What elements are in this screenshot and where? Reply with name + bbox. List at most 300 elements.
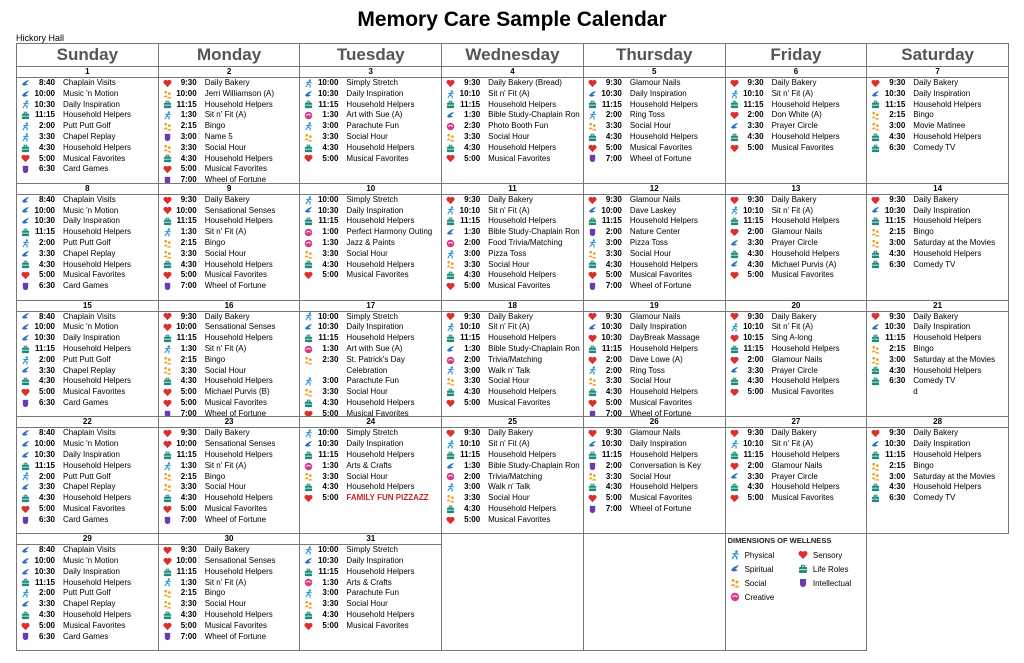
sensory-icon xyxy=(20,504,31,514)
sensory-icon xyxy=(445,312,456,322)
event-name: Glamour Nails xyxy=(629,311,681,321)
sensory-icon xyxy=(162,165,173,175)
day-number: 3 xyxy=(300,67,441,78)
event-item xyxy=(17,556,158,567)
day-number: 9 xyxy=(159,184,300,195)
spiritual-icon xyxy=(20,78,31,88)
life-roles-icon xyxy=(303,260,314,270)
event-item xyxy=(300,154,441,165)
event-item xyxy=(584,154,725,165)
event-name: Simply Stretch xyxy=(346,78,398,87)
event-name: Social Hour xyxy=(346,248,388,258)
event-name: Household Helpers xyxy=(488,142,557,152)
life-roles-icon xyxy=(303,100,314,110)
day-number: 29 xyxy=(17,534,158,545)
event-name: Daily Inspiration xyxy=(63,449,120,459)
event-time: 6:30 xyxy=(889,259,906,269)
event-time: 2:00 xyxy=(605,365,622,375)
physical-icon xyxy=(445,366,456,376)
event-item xyxy=(17,461,158,472)
event-time: 5:00 xyxy=(38,620,55,630)
event-item xyxy=(159,143,300,154)
sensory-icon xyxy=(729,355,740,365)
event-time: 6:30 xyxy=(889,493,906,503)
life-roles-icon xyxy=(870,249,881,259)
event-item xyxy=(300,376,441,387)
event-item xyxy=(300,545,441,556)
event-item xyxy=(584,100,725,111)
event-time: 9:30 xyxy=(747,194,764,204)
day-number: 21 xyxy=(867,301,1008,312)
physical-icon xyxy=(20,355,31,365)
event-time: 5:00 xyxy=(605,493,622,503)
event-time: 2:00 xyxy=(38,121,55,131)
event-item xyxy=(867,121,1008,132)
event-item xyxy=(300,398,441,409)
event-name: Photo Booth Fun xyxy=(488,121,549,131)
event-time: 3:30 xyxy=(38,365,55,375)
event-item xyxy=(17,110,158,121)
day-cell-30 xyxy=(159,534,301,651)
wellness-item-label: Physical xyxy=(744,550,775,560)
day-number: 12 xyxy=(584,184,725,195)
life-roles-icon xyxy=(303,143,314,153)
event-name: Glamour Nails xyxy=(771,227,823,237)
event-time: 1:30 xyxy=(322,237,339,247)
event-name: Wheel of Fortune xyxy=(629,281,692,291)
event-item xyxy=(442,333,583,344)
event-time: 10:10 xyxy=(743,88,764,98)
physical-icon xyxy=(20,589,31,599)
life-roles-icon xyxy=(445,504,456,514)
event-time: 10:10 xyxy=(743,322,764,332)
life-roles-icon xyxy=(870,143,881,153)
event-name: Household Helpers xyxy=(204,566,273,576)
event-name: Wheel of Fortune xyxy=(204,408,267,418)
event-name: Daily Inspiration xyxy=(346,205,404,215)
wellness-item-label: Social xyxy=(744,578,767,588)
event-name: Musical Favorites xyxy=(771,387,834,397)
event-name: Wheel of Fortune xyxy=(204,631,267,641)
social-icon xyxy=(162,249,173,259)
event-time: 11:15 xyxy=(34,343,55,353)
event-name: Social Hour xyxy=(346,599,388,609)
life-roles-icon xyxy=(162,450,173,460)
event-time: 2:00 xyxy=(38,471,55,481)
wellness-item-social xyxy=(728,578,796,588)
event-item xyxy=(726,249,867,260)
event-item xyxy=(726,78,867,89)
event-time: 10:00 xyxy=(34,322,55,332)
event-item xyxy=(159,409,300,418)
event-time: 4:30 xyxy=(605,259,622,269)
event-item xyxy=(726,206,867,217)
event-item xyxy=(159,121,300,132)
wellness-item-sensory xyxy=(796,550,864,560)
physical-icon xyxy=(729,89,740,99)
event-name: Musical Favorites xyxy=(771,270,834,280)
event-time: 11:15 xyxy=(318,566,339,576)
spiritual-icon xyxy=(20,429,31,439)
event-name: Simply Stretch xyxy=(346,428,398,438)
event-item xyxy=(159,366,300,377)
spiritual-icon xyxy=(587,89,598,99)
event-name: Sit n' Fit (A) xyxy=(204,577,247,587)
intellectual-icon xyxy=(798,578,809,588)
event-time: 4:30 xyxy=(38,609,55,619)
event-name: Glamour Nails xyxy=(629,428,681,438)
event-item xyxy=(442,312,583,323)
event-time: 10:10 xyxy=(743,439,764,449)
day-number: 4 xyxy=(442,67,583,78)
event-time: 3:30 xyxy=(605,121,622,131)
event-time: 10:00 xyxy=(317,428,339,438)
event-name: Daily Inspiration xyxy=(913,322,971,332)
event-time: 2:00 xyxy=(747,227,764,237)
sensory-icon xyxy=(20,388,31,398)
event-name: Household Helpers xyxy=(346,566,415,576)
event-time: 10:00 xyxy=(34,439,55,449)
event-name: Household Helpers xyxy=(771,216,840,226)
intellectual-icon xyxy=(587,228,598,238)
event-name: Daily Inspiration xyxy=(913,205,971,215)
event-item xyxy=(726,428,867,439)
event-name: Household Helpers xyxy=(488,333,557,343)
event-name: d xyxy=(913,387,918,397)
page-title: Memory Care Sample Calendar xyxy=(357,8,667,31)
day-cell-12 xyxy=(584,184,726,301)
day-cell-10 xyxy=(300,184,442,301)
event-time: 11:15 xyxy=(176,449,197,459)
sensory-icon xyxy=(20,621,31,631)
life-roles-icon xyxy=(445,143,456,153)
event-time: 5:00 xyxy=(322,620,339,630)
event-name: Chapel Replay xyxy=(63,365,116,375)
event-name: Daily Bakery xyxy=(771,78,817,87)
spiritual-icon xyxy=(445,344,456,354)
event-name: Household Helpers xyxy=(488,503,557,513)
event-item xyxy=(17,578,158,589)
physical-icon xyxy=(303,589,314,599)
social-icon xyxy=(870,355,881,365)
event-time: 9:30 xyxy=(180,428,197,438)
sensory-icon xyxy=(587,334,598,344)
spiritual-icon xyxy=(20,546,31,556)
event-name: Ring Toss xyxy=(629,110,665,120)
life-roles-icon xyxy=(445,100,456,110)
event-time: 3:30 xyxy=(464,376,481,386)
event-item xyxy=(17,493,158,504)
event-item xyxy=(867,227,1008,238)
event-item xyxy=(726,121,867,132)
event-item xyxy=(584,376,725,387)
event-item xyxy=(584,355,725,366)
event-time: 4:30 xyxy=(747,376,764,386)
social-icon xyxy=(870,111,881,121)
event-time: 9:30 xyxy=(605,311,622,321)
event-time: 10:30 xyxy=(34,216,55,226)
event-time: 10:30 xyxy=(884,88,906,98)
event-time: 11:15 xyxy=(601,343,622,353)
event-item xyxy=(159,132,300,143)
event-time: 10:00 xyxy=(176,88,197,98)
spiritual-icon xyxy=(870,323,881,333)
event-time: 9:30 xyxy=(605,194,622,204)
event-name: Social Hour xyxy=(204,248,247,258)
event-item xyxy=(867,376,1008,387)
event-name: Sit n' Fit (A) xyxy=(771,88,814,98)
event-item xyxy=(442,482,583,493)
event-item xyxy=(726,461,867,472)
event-item xyxy=(17,599,158,610)
event-name: Social Hour xyxy=(488,493,530,503)
event-name: Bingo xyxy=(913,110,934,120)
event-item xyxy=(159,428,300,439)
day-cell-7 xyxy=(867,67,1009,184)
event-name: Social Hour xyxy=(629,248,672,258)
event-name: Walk n' Talk xyxy=(488,365,531,375)
event-item xyxy=(726,366,867,377)
event-time: 11:15 xyxy=(176,333,197,343)
event-time: 10:00 xyxy=(317,545,339,555)
event-time: 3:00 xyxy=(889,471,906,481)
physical-icon xyxy=(20,132,31,142)
wellness-item-label: Life Roles xyxy=(812,564,849,574)
event-time: 4:30 xyxy=(322,482,339,492)
social-icon xyxy=(870,238,881,248)
event-item xyxy=(159,89,300,100)
life-roles-icon xyxy=(870,450,881,460)
physical-icon xyxy=(303,78,314,88)
event-item xyxy=(442,132,583,143)
event-time: 2:00 xyxy=(38,588,55,598)
social-icon xyxy=(162,89,173,99)
event-time: 4:30 xyxy=(180,376,197,386)
life-roles-icon xyxy=(798,564,809,574)
spiritual-icon xyxy=(303,206,314,216)
event-time: 9:30 xyxy=(180,194,197,204)
spiritual-icon xyxy=(445,461,456,471)
physical-icon xyxy=(20,100,31,110)
day-number: 14 xyxy=(867,184,1008,195)
creative-icon xyxy=(303,461,314,471)
event-time: 5:00 xyxy=(38,270,55,280)
event-name: Bingo xyxy=(204,237,226,247)
event-time: 4:30 xyxy=(889,365,906,375)
event-time: 4:30 xyxy=(464,142,481,152)
event-time: 4:30 xyxy=(889,248,906,258)
event-name: Pizza Toss xyxy=(629,237,668,247)
event-item xyxy=(17,143,158,154)
intellectual-icon xyxy=(162,632,173,642)
day-cell-2 xyxy=(159,67,301,184)
event-name: Comedy TV xyxy=(913,142,956,152)
sensory-icon xyxy=(303,621,314,631)
event-time: 2:00 xyxy=(464,237,481,247)
physical-icon xyxy=(445,249,456,259)
event-name: Putt Putt Golf xyxy=(63,237,111,247)
day-number: 17 xyxy=(300,301,441,312)
intellectual-icon xyxy=(162,409,173,417)
event-item xyxy=(726,355,867,366)
intellectual-icon xyxy=(587,461,598,471)
event-item xyxy=(442,100,583,111)
event-item xyxy=(726,482,867,493)
event-item xyxy=(867,206,1008,217)
event-time: 9:30 xyxy=(889,428,906,438)
physical-icon xyxy=(303,195,314,205)
event-name: Household Helpers xyxy=(629,387,698,397)
event-time: 10:30 xyxy=(34,566,55,576)
sensory-icon xyxy=(729,312,740,322)
event-item xyxy=(17,238,158,249)
day-number: 23 xyxy=(159,417,300,428)
day-header-wednesday: Wednesday xyxy=(442,44,584,67)
event-item xyxy=(300,206,441,217)
life-roles-icon xyxy=(587,483,598,493)
event-item xyxy=(159,599,300,610)
event-name: Daily Bakery xyxy=(488,311,534,321)
event-name: Musical Favorites xyxy=(63,270,126,280)
event-time: 4:30 xyxy=(605,387,622,397)
life-roles-icon xyxy=(870,260,881,270)
empty-day-cell xyxy=(442,534,584,651)
sensory-icon xyxy=(729,195,740,205)
event-item xyxy=(159,398,300,409)
event-time: 9:30 xyxy=(889,311,906,321)
sensory-icon xyxy=(162,440,173,450)
event-item xyxy=(17,632,158,643)
event-item xyxy=(300,249,441,260)
event-name: Social Hour xyxy=(204,365,247,375)
event-time: 3:00 xyxy=(889,121,906,131)
event-time: 5:00 xyxy=(605,397,622,407)
event-item xyxy=(584,344,725,355)
event-item xyxy=(300,482,441,493)
event-time: 10:10 xyxy=(459,322,481,332)
physical-icon xyxy=(729,440,740,450)
sensory-icon xyxy=(729,429,740,439)
event-item xyxy=(159,493,300,504)
event-time: 1:30 xyxy=(180,460,197,470)
event-item xyxy=(442,493,583,504)
intellectual-icon xyxy=(20,632,31,642)
event-item xyxy=(159,238,300,249)
life-roles-icon xyxy=(303,610,314,620)
intellectual-icon xyxy=(587,154,598,164)
physical-icon xyxy=(303,377,314,387)
event-time: 10:15 xyxy=(743,333,764,343)
event-time: 10:30 xyxy=(34,333,55,343)
event-name: Musical Favorites xyxy=(629,270,693,280)
event-item xyxy=(726,387,867,398)
event-item xyxy=(17,322,158,333)
sensory-icon xyxy=(445,78,456,88)
event-time: 9:30 xyxy=(180,78,197,87)
event-name: Comedy TV xyxy=(913,376,956,386)
wellness-legend xyxy=(726,534,868,651)
sensory-icon xyxy=(445,195,456,205)
event-name: Glamour Nails xyxy=(771,354,823,364)
day-number: 16 xyxy=(159,301,300,312)
sensory-icon xyxy=(162,206,173,216)
event-item xyxy=(726,216,867,227)
event-item xyxy=(17,398,158,409)
intellectual-icon xyxy=(162,515,173,525)
event-time: 5:00 xyxy=(464,153,481,163)
event-time: 4:30 xyxy=(464,387,481,397)
sensory-icon xyxy=(587,355,598,365)
event-name: Household Helpers xyxy=(629,131,698,141)
sensory-icon xyxy=(587,143,598,153)
wellness-item-intellectual xyxy=(796,578,864,588)
event-item xyxy=(300,409,441,418)
event-time: 3:30 xyxy=(180,365,197,375)
event-item xyxy=(300,366,441,377)
physical-icon xyxy=(730,550,741,560)
event-name: Household Helpers xyxy=(771,99,840,109)
day-cell-1 xyxy=(17,67,159,184)
event-name: Music 'n Motion xyxy=(63,322,119,332)
event-name: Household Helpers xyxy=(771,248,840,258)
event-time: 1:30 xyxy=(322,110,339,120)
social-icon xyxy=(587,122,598,132)
event-item xyxy=(584,439,725,450)
event-item xyxy=(17,366,158,377)
event-item xyxy=(159,206,300,217)
day-header-friday: Friday xyxy=(726,44,868,67)
sensory-icon xyxy=(729,388,740,398)
event-item xyxy=(159,110,300,121)
event-time: 9:30 xyxy=(889,78,906,87)
event-time: 10:00 xyxy=(34,205,55,215)
day-cell-3 xyxy=(300,67,442,184)
event-item xyxy=(159,376,300,387)
event-time: 3:30 xyxy=(747,121,764,131)
life-roles-icon xyxy=(870,334,881,344)
event-item xyxy=(159,515,300,526)
event-item xyxy=(300,387,441,398)
event-name: Household Helpers xyxy=(629,216,698,226)
event-item xyxy=(300,599,441,610)
sensory-icon xyxy=(870,195,881,205)
day-number: 30 xyxy=(159,534,300,545)
event-item xyxy=(17,450,158,461)
event-time: 4:30 xyxy=(322,259,339,269)
event-item xyxy=(17,312,158,323)
event-item xyxy=(584,238,725,249)
event-name: Bingo xyxy=(913,460,934,470)
event-item xyxy=(17,610,158,621)
event-name: Social Hour xyxy=(346,387,388,397)
creative-icon xyxy=(445,238,456,248)
life-roles-icon xyxy=(20,143,31,153)
event-time: 3:30 xyxy=(605,376,622,386)
event-name: Daily Inspiration xyxy=(346,322,404,332)
sensory-icon xyxy=(587,398,598,408)
event-name: Jerri Williamson (A) xyxy=(204,88,275,98)
event-time: 11:15 xyxy=(34,110,55,120)
event-time: 2:30 xyxy=(464,121,481,131)
event-time: 4:30 xyxy=(605,482,622,492)
event-time: 10:00 xyxy=(176,555,197,565)
life-roles-icon xyxy=(870,366,881,376)
event-time: 1:30 xyxy=(464,343,481,353)
event-time: 1:00 xyxy=(322,227,339,237)
event-time: 4:30 xyxy=(322,397,339,407)
event-name: Daily Bakery xyxy=(204,194,250,204)
sensory-icon xyxy=(162,271,173,281)
